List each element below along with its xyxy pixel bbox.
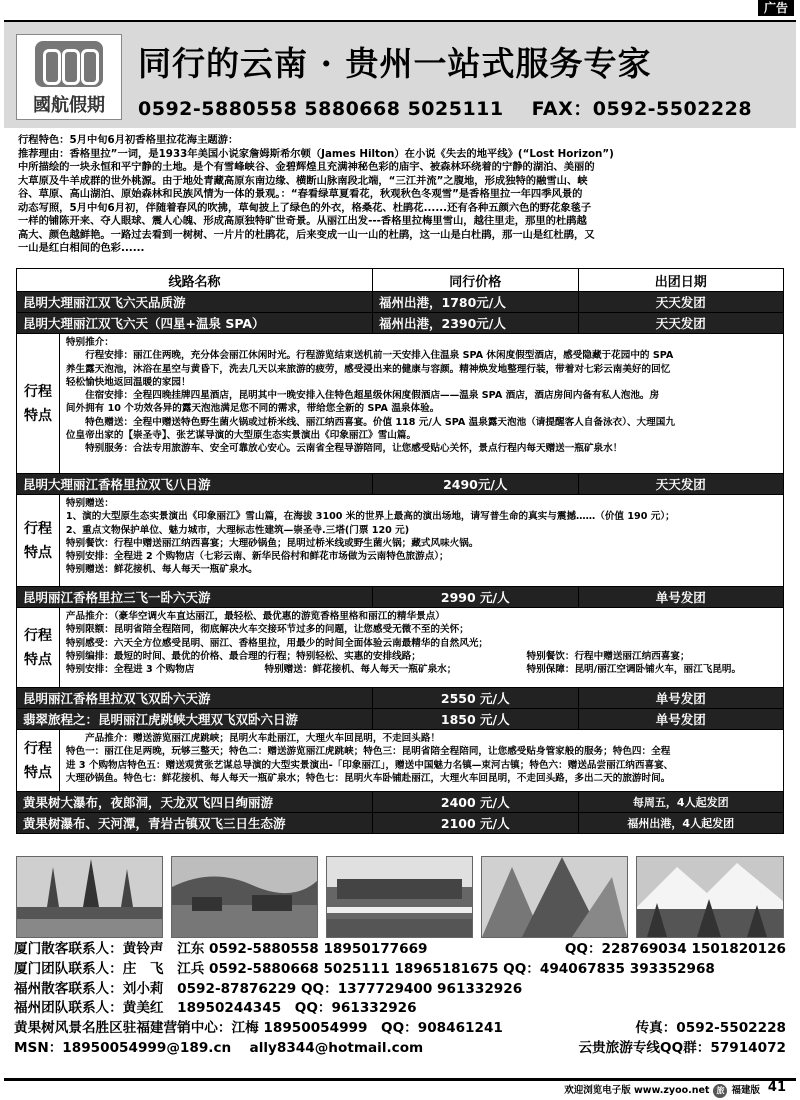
route-date: 天天发团: [578, 313, 783, 334]
intro-line: 中所描绘的一块永恒和平宁静的土地。是个有雪峰峡谷、金碧辉煌且充满神秘色彩的庙宇、被森林环绕着的宁静的湖泊、美丽的: [18, 161, 595, 173]
itinerary-text: 产品推介：赠送游览丽江虎跳峡；昆明火车赴丽江，大理火车回昆明，不走回头路！ 特色一：丽江住足两晚，玩够三整天；特色二：赠送游览丽江虎跳峡；特色三：昆明省陪全程陪同，让您感受贴身管家般的服务；特色四：全程 进 3 个购物店特色五：赠送观赏张艺谋总导演的大型实景演出-「印象丽江」，赠送中国魅力名镇—束河古镇；特色六：赠送品尝丽江纳西喜宴、 大理砂锅鱼。特色七：鲜花接机、每人每天一瓶矿泉水；特色七：昆明火车卧铺赴丽江，大理火车回昆明，不走回头路，多出二天的旅游时间。: [59, 730, 783, 792]
col-price: 同行价格: [373, 269, 579, 292]
logo-text: 國航假期: [33, 95, 105, 116]
route-price: 2100 元/人: [373, 813, 579, 834]
route-name: 昆明大理丽江香格里拉双飞八日游: [17, 474, 373, 495]
intro-line: 大草原及牛羊成群的世外桃源。由于地处青藏高原东南边缘、横断山脉南段北端，“三江并流”之腹地，形成独特的融雪山、峡: [18, 174, 588, 187]
route-price: 2550 元/人: [373, 688, 579, 709]
header-phones: [138, 94, 752, 121]
itinerary-text: 特别赠送： 1、演的大型原生态实景演出《印象丽江》雪山篇，在海拔 3100 米的世界上最高的演出场地，请写普生命的真实与震撼……（价值 190 元）； 2、重点文物保护单位、魅力城市，大理标志性建筑—崇圣寺.三塔(门票 120 元) 特别餐饮：行程中赠送丽江纳西喜宴；大理砂锅鱼；昆明过桥米线或野生菌火锅；藏式风味火锅。 特别安排：全程进 2 个购物店（七彩云南、新华民俗村和鲜花市场做为云南特色旅游点）； 特别赠送：鲜花接机、每人每天一瓶矿泉水。: [59, 495, 783, 587]
route-row: [17, 688, 784, 709]
route-row: [17, 792, 784, 813]
photo-river-town: [171, 856, 318, 938]
itinerary-label: 行程 特点: [17, 334, 60, 474]
route-date: 单号发团: [578, 709, 783, 730]
route-detail: [17, 608, 784, 688]
phone-numbers: 0592-5880558 5880668 5025111: [138, 98, 504, 120]
route-price: 2990 元/人: [373, 587, 579, 608]
route-date: 单号发团: [578, 587, 783, 608]
intro-line: 推荐理由：香格里拉”一词，是1933年美国小说家詹姆斯希尔顿（James Hilton）在小说《失去的地平线》(“Lost Horizon”): [18, 147, 614, 160]
intro-line: 高大、颜色越鲜艳。一路过去看到一树树、一片片的杜鹃花，后来变成一山一山的杜鹃，这一山是白杜鹃，那一山是红杜鹃，又: [18, 228, 595, 241]
route-price: 福州出港，1780元/人: [373, 292, 579, 313]
page-number: 41: [767, 1080, 786, 1095]
route-name: 翡翠旅程之：昆明丽江虎跳峡大理双飞双卧六日游: [17, 709, 373, 730]
itinerary-label: 行程 特点: [17, 730, 60, 792]
route-name: 黄果树瀑布、天河潭，青岩古镇双飞三日生态游: [17, 813, 373, 834]
route-date: 天天发团: [578, 292, 783, 313]
page-title: 同行的云南 · 贵州一站式服务专家: [138, 44, 652, 83]
route-row: [17, 292, 784, 313]
route-date: 每周五，4人起发团: [578, 792, 783, 813]
contacts-block: [14, 940, 786, 1059]
route-price: 福州出港，2390元/人: [373, 313, 579, 334]
route-date: 单号发团: [578, 688, 783, 709]
route-name: 昆明大理丽江双飞六天品质游: [17, 292, 373, 313]
contact-row: 福州团队联系人：黄美红 18950244345 QQ：961332926: [14, 1000, 417, 1017]
footer-badge-icon: 旅: [713, 1084, 727, 1098]
contact-row: 福州散客联系人：刘小莉 0592-87876229 QQ：1377729400 961332926: [14, 980, 523, 997]
route-detail: [17, 334, 784, 474]
route-name: 黄果树大瀑布，夜郎洞，天龙双飞四日绚丽游: [17, 792, 373, 813]
route-name: 昆明大理丽江双飞六天（四星+温泉 SPA）: [17, 313, 373, 334]
route-row: [17, 709, 784, 730]
route-price: 1850 元/人: [373, 709, 579, 730]
route-price: 2490元/人: [373, 474, 579, 495]
route-name: 昆明丽江香格里拉三飞一卧六天游: [17, 587, 373, 608]
route-detail: [17, 730, 784, 792]
photo-monastery: [326, 856, 473, 938]
itinerary-text: 产品推介：（豪华空调火车直达丽江，最轻松、最优惠的游览香格里格和丽江的精华景点） 特别限额：昆明省陪全程陪同，彻底解决火车交接环节过多的问题，让您感受无微不至的关怀； 特别感受：六天全方位感受昆明、丽江、香格里拉，用最少的时间全面体验云南最精华的自然风光； 特别编排：最短的时间、最优的价格、最合理的行程；特别轻松、实惠的安排线路； 特别餐饮：行程中赠送丽江纳西喜宴； 特别安排：全程进 3 个购物店 特别赠送：鲜花接机、每人每天一瓶矿泉水； 特别保障：昆明/丽江空调卧铺火车，丽江飞昆明。: [59, 608, 783, 688]
page-footer: [0, 1074, 800, 1100]
intro-line: 动态写照，5月中旬6月初，伴随着春风的吹拂，草甸披上了绿色的外衣，格桑花、杜鹃花......还有各种五颜六色的野花象毯子: [18, 201, 592, 214]
itinerary-text: 特别推介： 行程安排：丽江住两晚，充分体会丽江休闲时光。行程游览结束送机前一天安排入住温泉 SPA 休闲度假型酒店，感受隐藏于花园中的 SPA 养生露天泡池，沐浴在星空与黄昏下，洗去几天以来旅游的疲劳，感受浸出来的健康与容颜。精神焕发地整理行装，带着对七彩云南美好的回忆 轻松愉快地返回温暖的家园！ 住宿安排：全程四晚挂牌四星酒店，昆明其中一晚安排入住特色超星级休闲度假酒店——温泉 SPA 酒店，酒店房间内备有私人泡池。房 间外拥有 10 个功效各异的露天泡池满足您不同的需求，带给您全新的 SPA 温泉体验。 特色赠送：全程中赠送特色野生菌火锅或过桥米线、丽江纳西喜宴。价值 118 元/人 SPA 温泉露天泡池（请提醒客人自备泳衣）、大理国九 位皇帝出家的【崇圣寺】、张艺谋导演的大型原生态实景演出《印象丽江》雪山篇。 特别服务：合法专用旅游车、安全可靠放心安心。云南省全程导游陪同，让您感受贴心关怀，景点行程内每天赠送一瓶矿泉水！: [59, 334, 783, 474]
photo-snow-mountain: [636, 856, 784, 938]
routes-table: [16, 268, 784, 834]
intro-line: 一样的铺陈开来、夺人眼球、震人心魄、形成高原独特旷世奇景。从丽江出发---香格里拉梅里雪山，越往里走，那里的杜鹃越: [18, 215, 587, 227]
itinerary-label: 行程 特点: [17, 495, 60, 587]
fax-number: FAX：0592-5502228: [531, 98, 753, 120]
intro-line: 一山是红白相间的色彩......: [18, 242, 145, 254]
intro-text: [18, 134, 788, 256]
contact-row: 厦门团队联系人：庄 飞 江兵 0592-5880668 5025111 18965181675 QQ：494067835 393352968: [14, 960, 715, 977]
contact-row: 厦门散客联系人：黄铃声 江东 0592-5880558 18950177669 QQ：228769034 1501820126: [14, 941, 786, 957]
company-logo: [16, 34, 122, 120]
route-row: [17, 474, 784, 495]
ad-label: 广告: [758, 0, 794, 16]
route-detail: [17, 495, 784, 587]
photo-strip: [16, 856, 784, 936]
route-name: 昆明丽江香格里拉双飞双卧六天游: [17, 688, 373, 709]
route-date: 福州出港，4人起发团: [578, 813, 783, 834]
logo-mark-icon: [35, 41, 103, 87]
header-banner: [4, 20, 796, 128]
route-date: 天天发团: [578, 474, 783, 495]
col-date: 出团日期: [578, 269, 783, 292]
contact-row: MSN：18950054999@189.cn ally8344@hotmail.com 云贵旅游专线QQ群：57914072: [14, 1039, 786, 1056]
footer-text: 欢迎浏览电子版 www.zyoo.net 旅 福建版: [564, 1085, 760, 1096]
route-row: [17, 587, 784, 608]
contact-row: 黄果树风景名胜区驻福建营销中心：江梅 18950054999 QQ：908461241 传真：0592-5502228: [14, 1020, 786, 1037]
photo-autumn-forest: [481, 856, 628, 938]
intro-line: 谷、草原、高山湖泊、原始森林和民族风情为一体的景观。：“春看绿草夏看花，秋观秋色冬观雪”是香格里拉一年四季风景的: [18, 188, 583, 200]
route-price: 2400 元/人: [373, 792, 579, 813]
photo-pagodas: [16, 856, 163, 938]
route-row: [17, 813, 784, 834]
itinerary-label: 行程 特点: [17, 608, 60, 688]
route-row: [17, 313, 784, 334]
table-header: [17, 269, 784, 292]
col-route-name: 线路名称: [17, 269, 373, 292]
intro-line: 行程特色：5月中旬6月初香格里拉花海主题游：: [18, 134, 239, 146]
